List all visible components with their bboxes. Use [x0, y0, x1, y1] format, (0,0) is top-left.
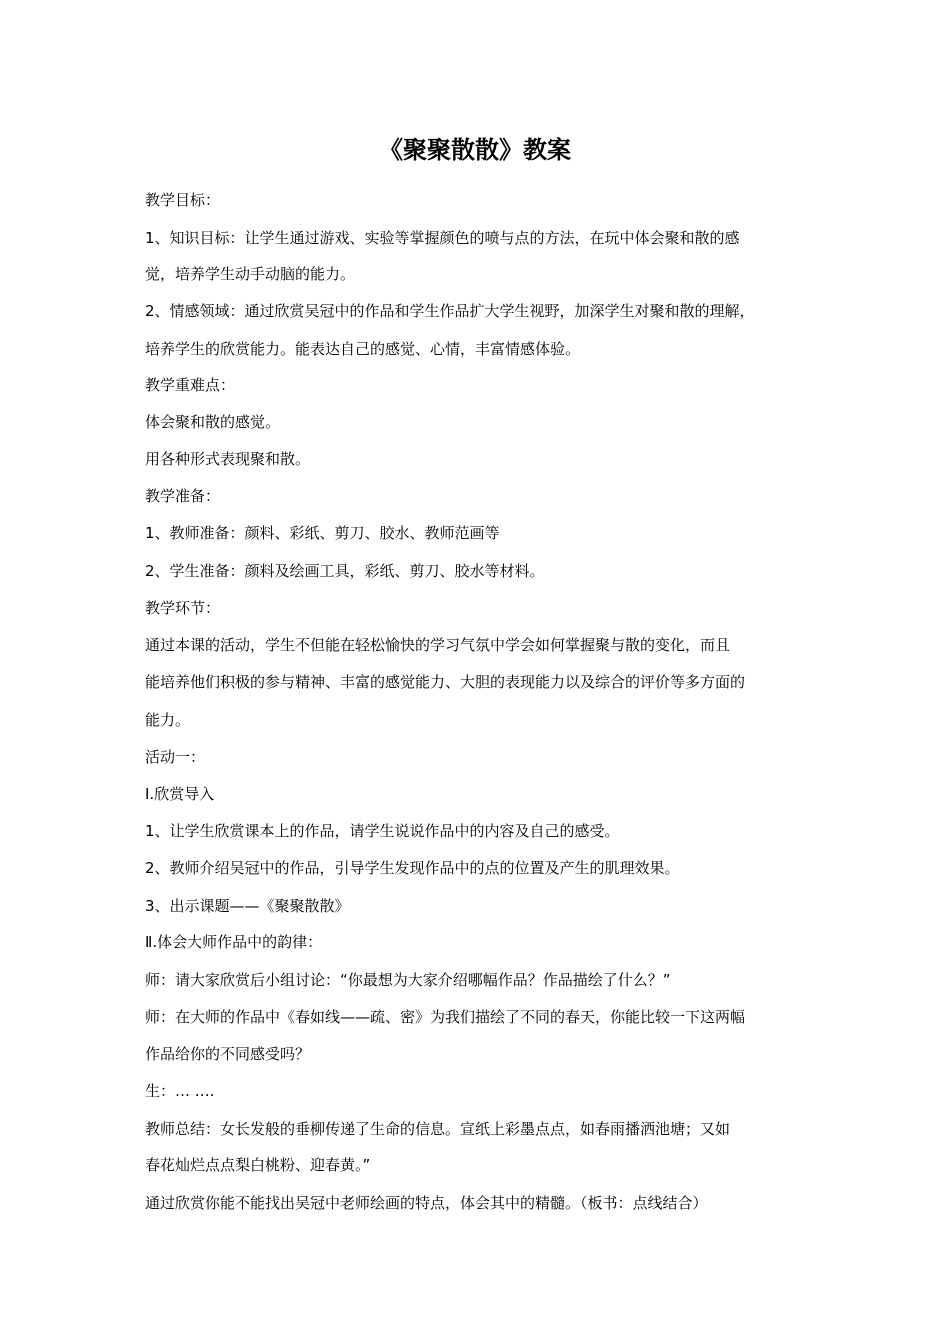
text-line: 2、情感领域：通过欣赏吴冠中的作品和学生作品扩大学生视野，加深学生对聚和散的理解，	[145, 302, 755, 320]
text-line: 教师总结：女长发般的垂柳传递了生命的信息。宣纸上彩墨点点，如春雨播洒池塘；又如	[145, 1120, 731, 1138]
text-line: Ⅱ.体会大师作品中的韵律：	[145, 933, 323, 951]
text-line: 2、教师介绍吴冠中的作品，引导学生发现作品中的点的位置及产生的肌理效果。	[145, 859, 680, 877]
text-line: 用各种形式表现聚和散。	[145, 450, 311, 468]
text-line: 1、教师准备：颜料、彩纸、剪刀、胶水、教师范画等	[145, 524, 500, 542]
text-line: 教学重难点：	[145, 376, 236, 394]
text-line: 生：… ….	[145, 1082, 215, 1100]
text-line: 通过欣赏你能不能找出吴冠中老师绘画的特点，体会其中的精髓。（板书：点线结合）	[145, 1194, 708, 1212]
text-line: 教学目标：	[145, 191, 221, 209]
text-line: 师：在大师的作品中《春如线——疏、密》为我们描绘了不同的春天，你能比较一下这两幅	[145, 1008, 746, 1026]
text-line: 通过本课的活动，学生不但能在轻松愉快的学习气氛中学会如何掌握聚与散的变化，而且	[145, 636, 731, 654]
text-line: Ⅰ.欣赏导入	[145, 785, 215, 803]
text-line: 1、知识目标：让学生通过游戏、实验等掌握颜色的喷与点的方法，在玩中体会聚和散的感	[145, 229, 740, 247]
text-line: 2、学生准备：颜料及绘画工具，彩纸、剪刀、胶水等材料。	[145, 562, 545, 580]
text-line: 能培养他们积极的参与精神、丰富的感觉能力、大胆的表现能力以及综合的评价等多方面的	[145, 673, 746, 691]
text-line: 觉，培养学生动手动脑的能力。	[145, 265, 356, 283]
text-line: 作品给你的不同感受吗？	[145, 1045, 311, 1063]
text-line: 体会聚和散的感觉。	[145, 413, 281, 431]
text-line: 教学环节：	[145, 599, 221, 617]
text-line: 教学准备：	[145, 487, 221, 505]
text-line: 1、让学生欣赏课本上的作品，请学生说说作品中的内容及自己的感受。	[145, 822, 620, 840]
text-line: 春花灿烂点点梨白桃粉、迎春黄。”	[145, 1156, 371, 1174]
text-line: 培养学生的欣赏能力。能表达自己的感觉、心情，丰富情感体验。	[145, 340, 581, 358]
text-line: 师：请大家欣赏后小组讨论：“你最想为大家介绍哪幅作品？作品描绘了什么？”	[145, 971, 671, 989]
text-line: 能力。	[145, 711, 191, 729]
text-line: 活动一：	[145, 748, 206, 766]
document-title: 《聚聚散散》教案	[379, 136, 571, 164]
text-line: 3、出示课题——《聚聚散散》	[145, 897, 350, 915]
